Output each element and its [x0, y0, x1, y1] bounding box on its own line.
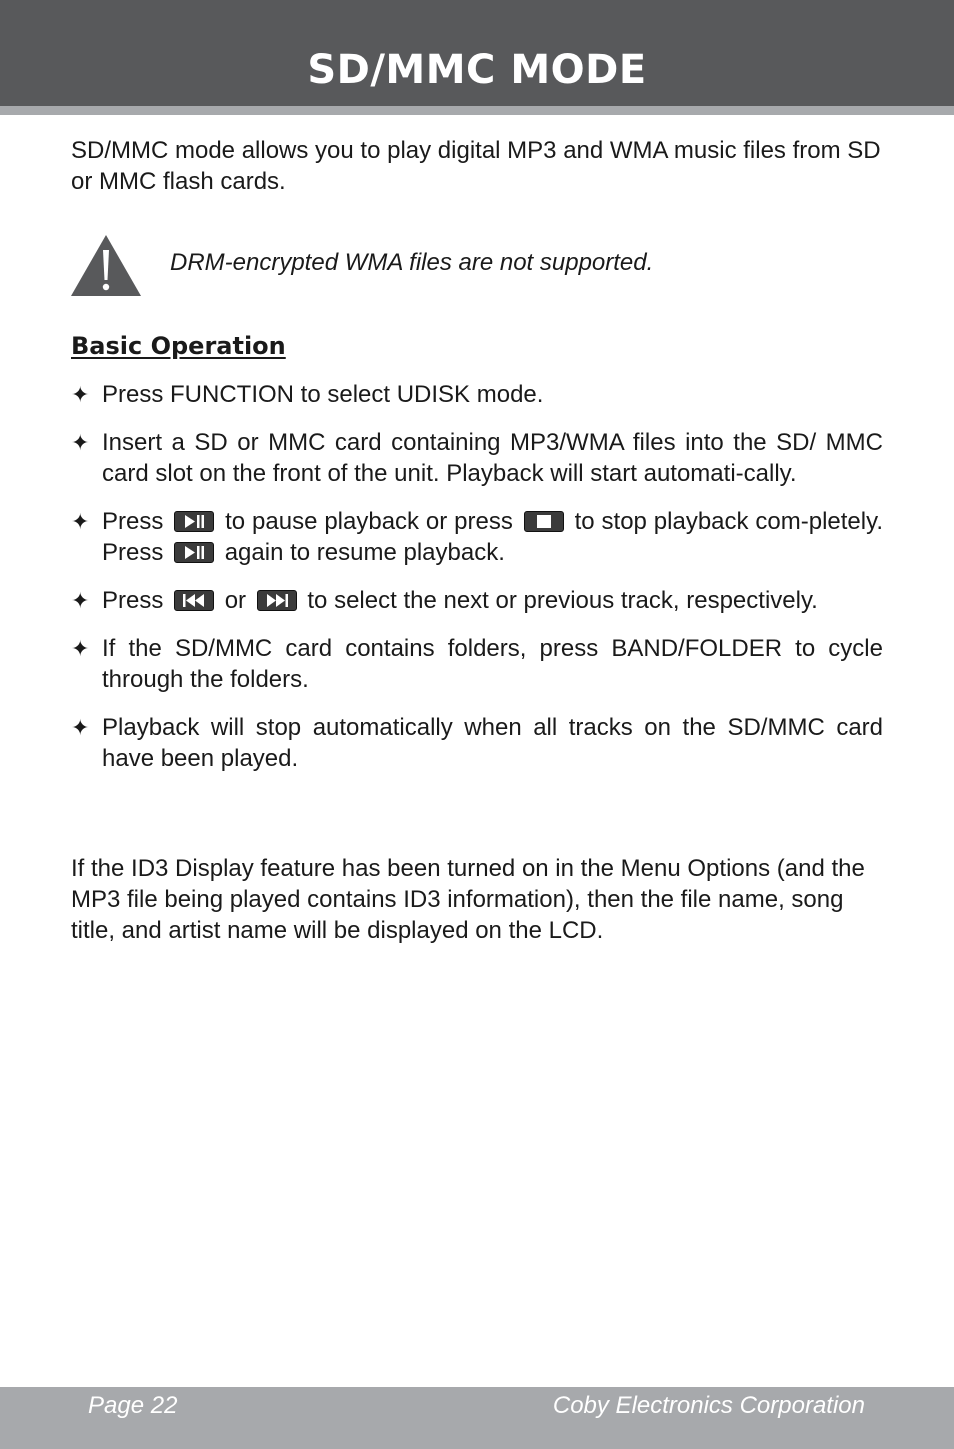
list-item: [71, 633, 883, 695]
star-bullet-icon: ✦: [71, 715, 90, 740]
warning-triangle-icon: [70, 234, 142, 297]
star-bullet-icon: ✦: [71, 430, 90, 455]
bullet-list: [71, 379, 883, 791]
list-item: [71, 712, 883, 774]
star-bullet-icon: ✦: [71, 636, 90, 661]
intro-paragraph: SD/MMC mode allows you to play digital MP3 and WMA music files from SD or MMC flash cards.: [71, 137, 881, 195]
outro-paragraph: If the ID3 Display feature has been turned on in the Menu Options (and the MP3 file being played contains ID3 information), then the file name, song title, and artist name will be displayed on the LCD.: [71, 855, 865, 944]
bullet-text: If the SD/MMC card contains folders, press BAND/FOLDER to cycle through the folders.: [102, 635, 883, 693]
list-item: [71, 379, 883, 410]
star-bullet-icon: ✦: [71, 588, 90, 613]
bullet-text: again to resume playback.: [224, 539, 505, 566]
page-title: SD/MMC MODE: [307, 47, 647, 93]
bullet-text: Press FUNCTION to select UDISK mode.: [102, 381, 544, 408]
list-item: [71, 427, 883, 489]
star-bullet-icon: ✦: [71, 382, 90, 407]
play-pause-icon: [174, 542, 214, 563]
star-bullet-icon: ✦: [71, 509, 90, 534]
previous-track-icon: [174, 590, 214, 611]
stop-icon: [524, 511, 564, 532]
list-item: [71, 585, 883, 616]
header-rule: [0, 106, 954, 115]
next-track-icon: [257, 590, 297, 611]
bullet-text: Playback will stop automatically when all tracks on the SD/MMC card have been played.: [102, 714, 883, 772]
bullet-text: to pause playback or press: [225, 508, 513, 535]
warning-text: DRM-encrypted WMA files are not supported.: [170, 249, 654, 276]
bullet-text: to select the next or previous track, respectively.: [307, 587, 818, 614]
bullet-text: to stop playback com-pletely. Press: [102, 508, 884, 566]
page-number: Page 22: [88, 1392, 178, 1419]
list-item: [71, 506, 883, 568]
section-heading: Basic Operation: [71, 332, 286, 360]
bullet-text: Insert a SD or MMC card containing MP3/WMA files into the SD/ MMC card slot on the front of the unit. Playback will start automati-cally.: [102, 429, 883, 487]
play-pause-icon: [174, 511, 214, 532]
bullet-text: or: [224, 587, 247, 614]
bullet-text: Press: [102, 508, 164, 535]
bullet-text: Press: [102, 587, 164, 614]
company-name: Coby Electronics Corporation: [552, 1392, 865, 1419]
